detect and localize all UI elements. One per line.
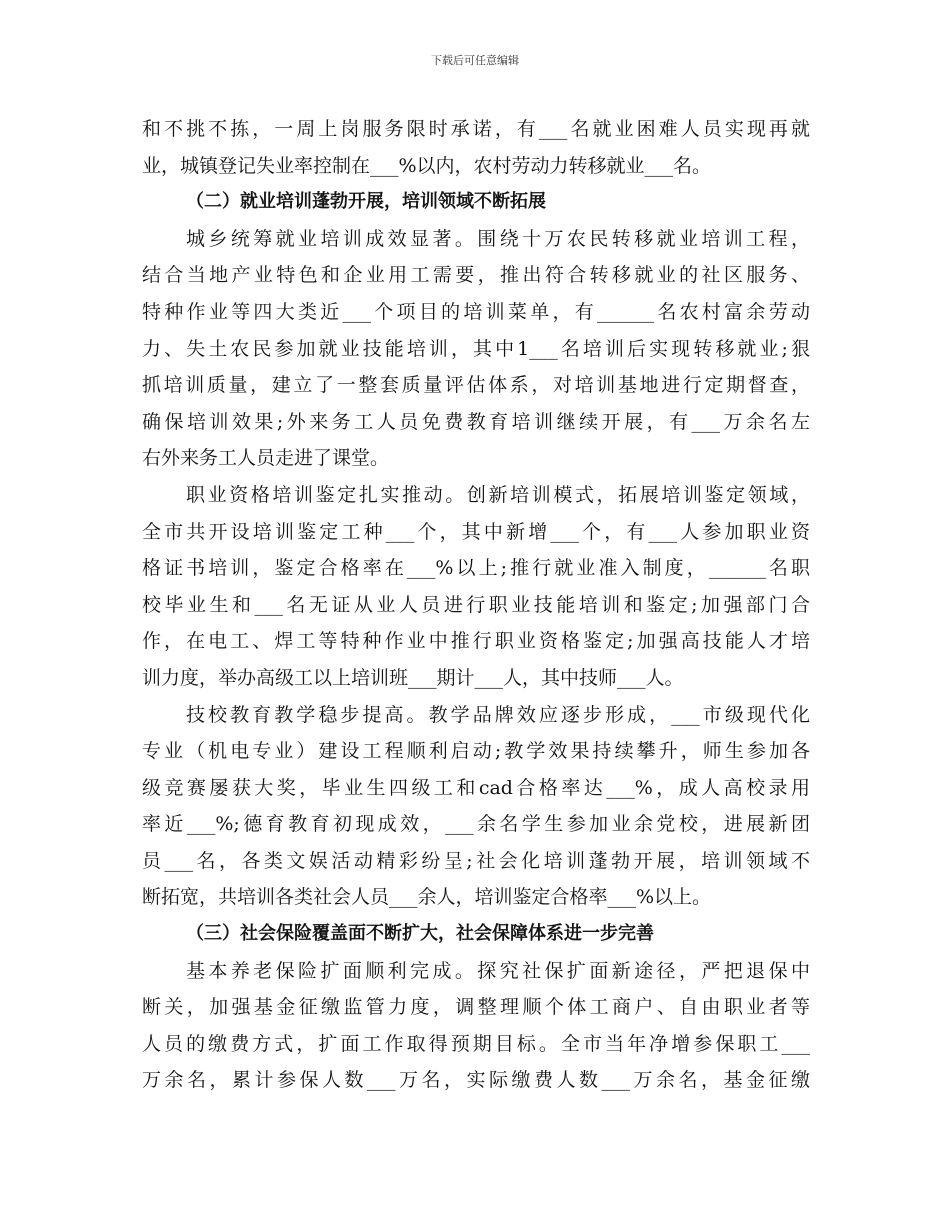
body-line: 抓培训质量，建立了一整套质量评估体系，对培训基地进行定期督查，: [142, 374, 810, 397]
body-line: 作，在电工、焊工等特种作业中推行职业资格鉴定;加强高技能人才培: [142, 630, 810, 653]
body-line: 特种作业等四大类近___个项目的培训菜单，有______名农村富余劳动: [142, 300, 810, 323]
paragraph-first-line: 技校教育教学稳步提高。教学品牌效应逐步形成，___市级现代化: [186, 703, 810, 726]
body-line: 右外来务工人员走进了课堂。: [142, 447, 390, 470]
body-line: 全市共开设培训鉴定工种___个，其中新增___个，有___人参加职业资: [142, 520, 810, 543]
body-line: 力、失土农民参加就业技能培训，其中1___名培训后实现转移就业;狠: [142, 337, 810, 360]
section-heading: （三）社会保险覆盖面不断扩大，社会保障体系进一步完善: [186, 923, 654, 945]
body-line: 级竞赛屡获大奖，毕业生四级工和cad合格率达___%，成人高校录用: [142, 776, 810, 799]
document-body: [142, 111, 810, 1099]
body-line: 专业（机电专业）建设工程顺利启动;教学效果持续攀升，师生参加各: [142, 740, 810, 763]
paragraph-first-line: 城乡统筹就业培训成效显著。围绕十万农民转移就业培训工程，: [186, 227, 810, 250]
body-line: 业，城镇登记失业率控制在___%以内，农村劳动力转移就业___名。: [142, 154, 712, 177]
body-line: 校毕业生和___名无证从业人员进行职业技能培训和鉴定;加强部门合: [142, 593, 810, 616]
body-line: 员___名，各类文娱活动精彩纷呈;社会化培训蓬勃开展，培训领域不: [142, 849, 810, 872]
section-heading: （二）就业培训蓬勃开展，培训领域不断拓展: [186, 191, 546, 213]
paragraph-first-line: 基本养老保险扩面顺利完成。探究社保扩面新途径，严把退保中: [186, 959, 810, 982]
paragraph-first-line: 职业资格培训鉴定扎实推动。创新培训模式，拓展培训鉴定领域，: [186, 483, 810, 506]
body-line: 率近___%;德育教育初现成效，___余名学生参加业余党校，进展新团: [142, 813, 810, 836]
body-line: 断关，加强基金征缴监管力度，调整理顺个体工商户、自由职业者等: [142, 996, 810, 1019]
body-line: 万余名，累计参保人数___万名，实际缴费人数___万余名，基金征缴: [142, 1069, 810, 1092]
body-line: 人员的缴费方式，扩面工作取得预期目标。全市当年净增参保职工___: [142, 1032, 810, 1055]
body-line: 和不挑不拣，一周上岗服务限时承诺，有___名就业困难人员实现再就: [142, 118, 810, 140]
page-header: 下载后可任意编辑: [431, 54, 519, 67]
body-line: 确保培训效果;外来务工人员免费教育培训继续开展，有___万余名左: [142, 410, 810, 433]
body-line: 断拓宽，共培训各类社会人员___余人，培训鉴定合格率___%以上。: [142, 886, 712, 909]
body-line: 格证书培训，鉴定合格率在___%以上;推行就业准入制度，______名职: [142, 557, 810, 580]
body-line: 训力度，举办高级工以上培训班___期计___人，其中技师___人。: [142, 666, 684, 689]
body-line: 结合当地产业特色和企业用工需要，推出符合转移就业的社区服务、: [142, 264, 810, 287]
